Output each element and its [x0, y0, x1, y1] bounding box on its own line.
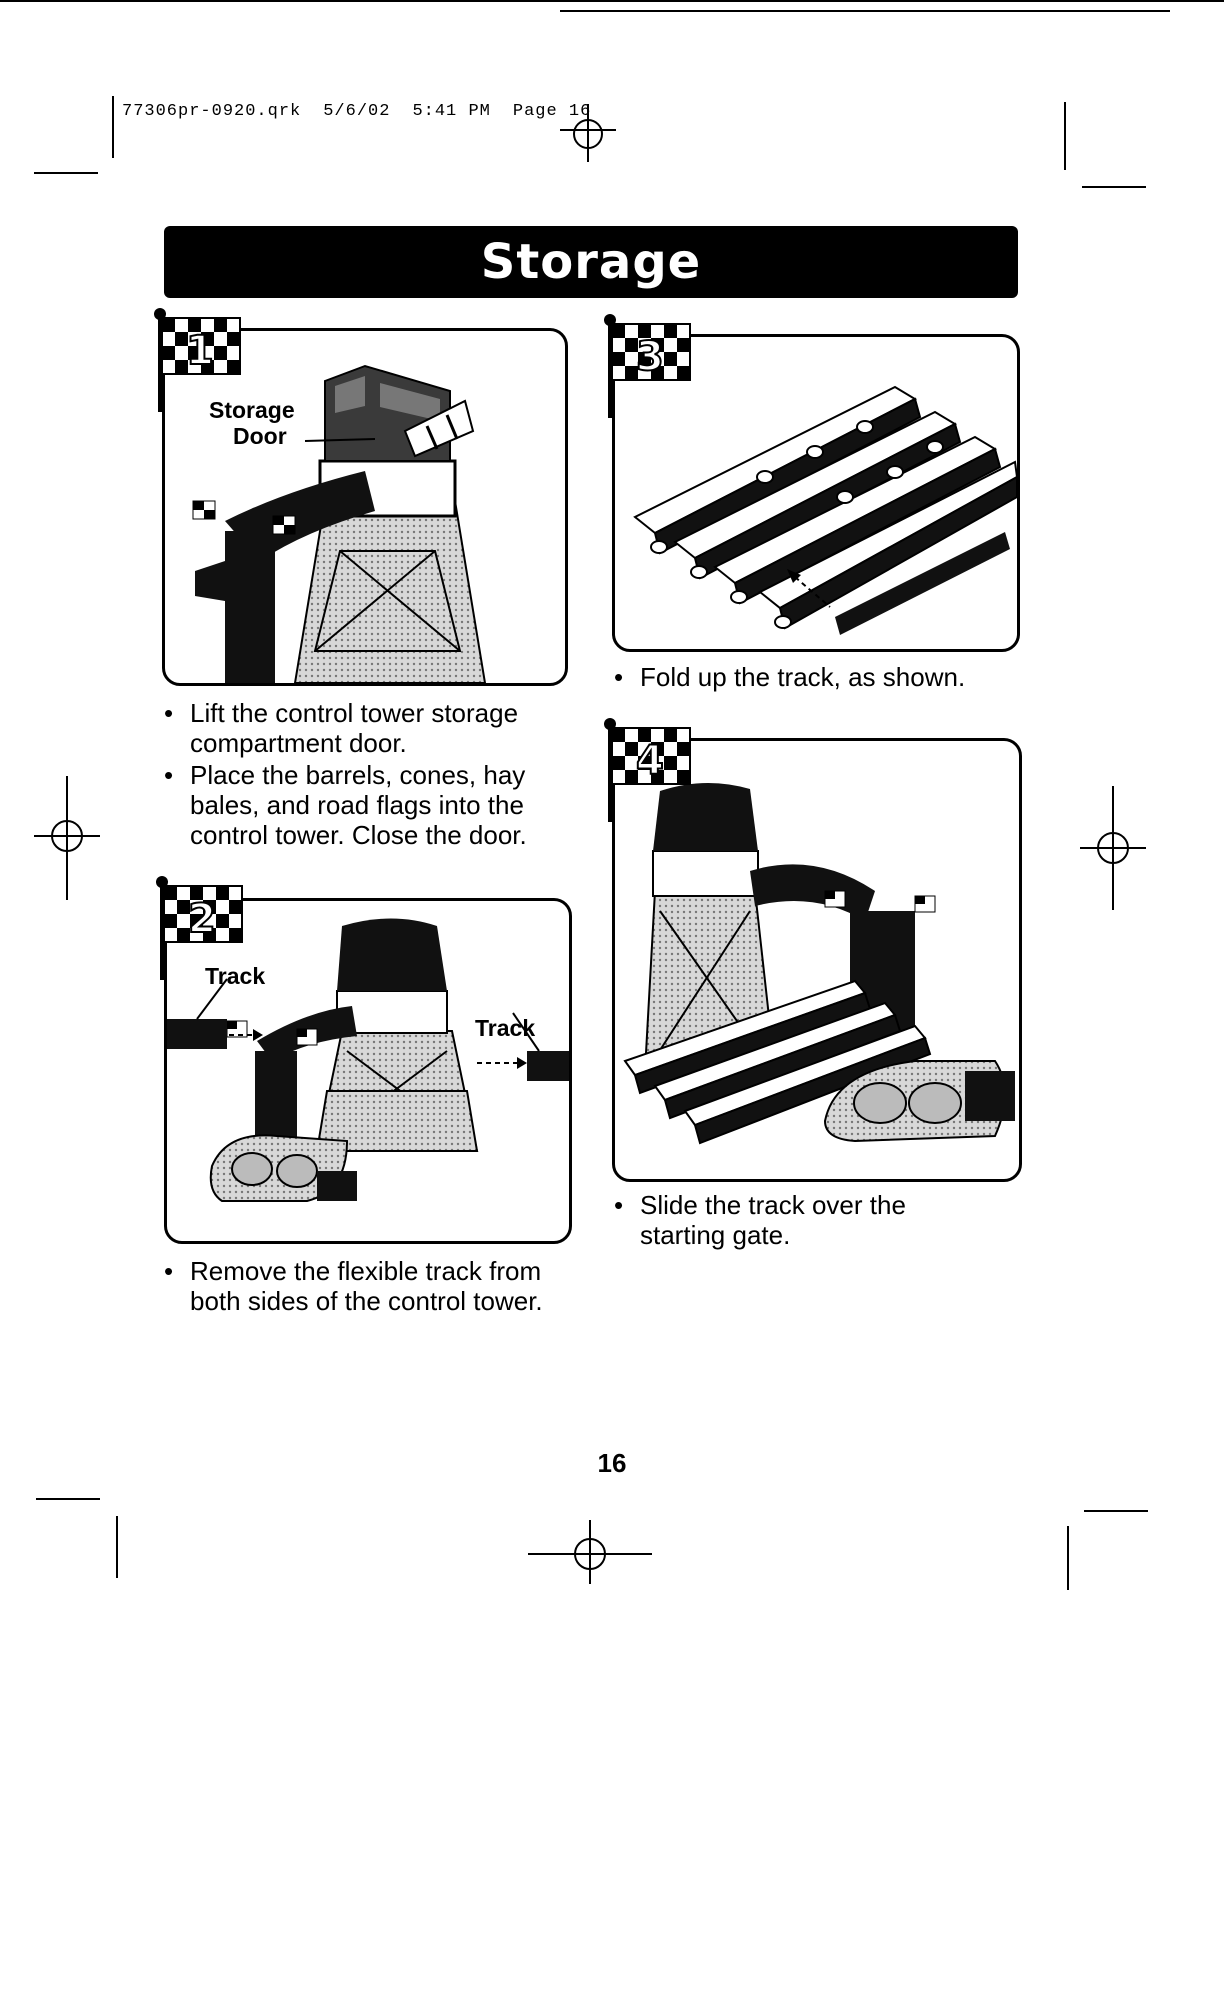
- step-3-instructions: [614, 662, 1034, 694]
- crop-mark: [36, 1498, 100, 1500]
- step-1-instructions: [164, 698, 564, 852]
- instruction-item: • Place the barrels, cones, hay bales, and road flags into the control tower. Close the door.: [164, 760, 564, 850]
- step-number: 3: [636, 334, 664, 380]
- step-number: 1: [186, 328, 214, 374]
- top-border: [0, 0, 1224, 2]
- crop-mark: [1064, 102, 1066, 170]
- crop-mark: [1067, 1526, 1069, 1590]
- crop-mark: [34, 172, 98, 174]
- file-name: 77306pr-0920.qrk: [122, 102, 302, 121]
- print-date: 5/6/02: [323, 102, 391, 121]
- callout-line: Door: [232, 423, 287, 449]
- crop-mark: [112, 96, 114, 158]
- instruction-item: • Remove the flexible track from both sides of the control tower.: [164, 1256, 584, 1316]
- print-header: [122, 102, 613, 121]
- crop-mark: [116, 1516, 118, 1578]
- top-rule: [560, 10, 1170, 12]
- crop-mark: [1082, 186, 1146, 188]
- registration-mark-icon: [528, 1520, 652, 1584]
- step-number: 2: [188, 896, 216, 942]
- checkered-flag-icon: [600, 312, 696, 422]
- instruction-item: • Slide the track over the starting gate.: [614, 1190, 944, 1250]
- page-title: Storage: [480, 234, 702, 290]
- instruction-item: • Lift the control tower storage compartment door.: [164, 698, 564, 758]
- callout-line: Storage: [209, 397, 295, 423]
- callout-label: Track: [205, 963, 266, 989]
- crop-mark: [1084, 1510, 1148, 1512]
- step-number: 4: [636, 738, 664, 784]
- registration-mark-icon: [34, 776, 100, 900]
- page-number: 16: [597, 1448, 627, 1478]
- step-4-instructions: [614, 1190, 944, 1252]
- checkered-flag-icon: [600, 716, 696, 826]
- callout-label: Track: [475, 1015, 536, 1041]
- title-bar: [164, 226, 1018, 298]
- step-2-instructions: [164, 1256, 584, 1318]
- page-label: Page 16: [512, 102, 592, 121]
- print-time: 5:41 PM: [412, 102, 491, 121]
- checkered-flag-icon: [152, 874, 248, 984]
- registration-mark-icon: [1080, 786, 1146, 910]
- registration-mark-icon: [560, 102, 616, 164]
- instruction-item: • Fold up the track, as shown.: [614, 662, 1034, 692]
- checkered-flag-icon: [150, 306, 246, 416]
